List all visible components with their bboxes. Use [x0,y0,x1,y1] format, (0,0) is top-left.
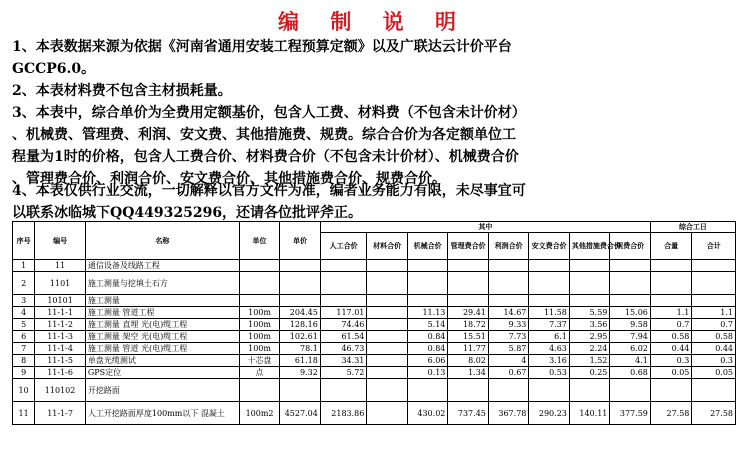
cell-profit [488,379,529,402]
cell-other: 1.52 [569,355,610,367]
cell-machine: 11.13 [407,307,448,319]
cell-safety: 4.63 [529,343,570,355]
cell-safety: 7.37 [529,319,570,331]
cell-mgmt: 1.34 [448,367,489,379]
cell-mgmt: 11.77 [448,343,489,355]
cell-safety [529,272,570,295]
cell-qty: 0.7 [650,319,692,331]
cell-profit: 5.87 [488,343,529,355]
cell-seq: 9 [13,367,35,379]
cell-unit [239,260,280,272]
cell-profit: 14.67 [488,307,529,319]
cell-total: 0.05 [692,367,736,379]
cell-labor: 74.46 [320,319,367,331]
cell-qty: 0.58 [650,331,692,343]
cell-total [692,272,736,295]
cell-labor: 5.72 [320,367,367,379]
cell-labor [320,379,367,402]
cell-qty [650,295,692,307]
cell-seq: 4 [13,307,35,319]
cell-total: 0.3 [692,355,736,367]
cell-unit: 点 [239,367,280,379]
cell-fee: 377.59 [610,402,651,425]
cell-fee [610,260,651,272]
cell-name: 施工测量与挖填土石方 [85,272,239,295]
document-title: 编 制 说 明 [278,9,468,34]
header-fee: 规费合价 [610,233,651,260]
cell-labor: 2183.86 [320,402,367,425]
cell-code: 11-1-3 [35,331,86,343]
quota-table [12,221,736,425]
cell-fee [610,295,651,307]
cell-unit: 100m2 [239,402,280,425]
cell-mgmt [448,295,489,307]
cell-safety [529,379,570,402]
cell-unit: 100m [239,319,280,331]
cell-machine [407,272,448,295]
cell-code: 11-1-2 [35,319,86,331]
table-header-row-1 [13,222,736,233]
cell-mgmt [448,379,489,402]
cell-total: 0.44 [692,343,736,355]
cell-safety: 6.1 [529,331,570,343]
cell-name: 人工开挖路面厚度100mm以下 混凝土 [85,402,239,425]
cell-material [367,331,408,343]
cell-code: 11 [35,260,86,272]
note-4 [12,180,740,224]
cell-price: 9.32 [280,367,321,379]
cell-qty [650,379,692,402]
cell-qty: 0.44 [650,343,692,355]
cell-machine: 6.06 [407,355,448,367]
cell-fee: 7.94 [610,331,651,343]
cell-qty: 1.1 [650,307,692,319]
cell-total: 0.58 [692,331,736,343]
cell-mgmt [448,272,489,295]
cell-mgmt: 737.45 [448,402,489,425]
cell-profit: 9.33 [488,319,529,331]
cell-labor: 34.31 [320,355,367,367]
cell-other: 2.95 [569,331,610,343]
cell-material [367,343,408,355]
cell-fee: 15.06 [610,307,651,319]
cell-seq: 2 [13,272,35,295]
cell-price: 128.16 [280,319,321,331]
cell-mgmt: 15.51 [448,331,489,343]
cell-mgmt [448,260,489,272]
table-row [13,272,736,295]
header-machine: 机械合价 [407,233,448,260]
cell-unit: 100m [239,343,280,355]
cell-profit [488,272,529,295]
table-row [13,260,736,272]
cell-material [367,402,408,425]
cell-material [367,319,408,331]
cell-fee: 0.68 [610,367,651,379]
cell-code: 11-1-7 [35,402,86,425]
cell-machine: 430.02 [407,402,448,425]
cell-fee: 9.58 [610,319,651,331]
cell-price: 204.45 [280,307,321,319]
note-3-line-2: 、机械费、管理费、利润、安文费、其他措施费、规费。综合合价为各定额单位工 [12,127,516,143]
cell-safety: 11.58 [529,307,570,319]
cell-material [367,272,408,295]
table-row [13,319,736,331]
note-3-line-3: 程量为1时的价格，包含人工费合价、材料费合价（不包含未计价材）、机械费合价 [12,149,519,165]
cell-total [692,379,736,402]
note-4-line-2: 以联系冰临城下QQ449325296，还请各位批评斧正。 [12,205,363,221]
cell-profit [488,260,529,272]
cell-seq: 6 [13,331,35,343]
table-row [13,402,736,425]
header-seq: 序号 [13,222,35,260]
cell-total [692,295,736,307]
table-row [13,307,736,319]
header-group-main: 其中 [320,222,650,233]
cell-qty: 0.3 [650,355,692,367]
cell-name: 开挖路面 [85,379,239,402]
cell-material [367,260,408,272]
cell-price: 61.18 [280,355,321,367]
header-price: 单价 [280,222,321,260]
cell-other: 3.56 [569,319,610,331]
cell-total: 0.7 [692,319,736,331]
header-labor: 人工合价 [320,233,367,260]
table-row [13,379,736,402]
header-mgmt: 管理费合价 [448,233,489,260]
cell-seq: 11 [13,402,35,425]
cell-mgmt: 18.72 [448,319,489,331]
header-profit: 利润合价 [488,233,529,260]
cell-fee [610,379,651,402]
cell-name: 施工测量 直埋 光(电)缆工程 [85,319,239,331]
cell-price [280,295,321,307]
cell-other: 0.25 [569,367,610,379]
cell-seq: 10 [13,379,35,402]
cell-total [692,260,736,272]
cell-labor: 117.01 [320,307,367,319]
cell-mgmt: 8.02 [448,355,489,367]
note-2: 2、本表材料费不包含主材损耗量。 [12,83,232,99]
cell-seq: 1 [13,260,35,272]
cell-mgmt: 29.41 [448,307,489,319]
cell-labor: 61.54 [320,331,367,343]
cell-fee: 4.1 [610,355,651,367]
note-3 [12,102,740,190]
table-row [13,355,736,367]
cell-other [569,260,610,272]
cell-profit: 0.67 [488,367,529,379]
cell-profit [488,295,529,307]
cell-name: 施工测量 [85,295,239,307]
cell-code: 11-1-1 [35,307,86,319]
cell-other: 5.59 [569,307,610,319]
cell-other: 140.11 [569,402,610,425]
cell-unit [239,295,280,307]
cell-seq: 8 [13,355,35,367]
cell-price: 102.61 [280,331,321,343]
cell-machine [407,260,448,272]
cell-fee [610,272,651,295]
cell-profit: 367.78 [488,402,529,425]
cell-material [367,367,408,379]
cell-unit: 十芯盘 [239,355,280,367]
cell-name: 单盘光缆测试 [85,355,239,367]
cell-name: 施工测量 管道工程 [85,307,239,319]
cell-code: 11-1-5 [35,355,86,367]
cell-seq: 5 [13,319,35,331]
cell-fee: 6.02 [610,343,651,355]
cell-price: 4527.04 [280,402,321,425]
cell-name: 通信设备及线路工程 [85,260,239,272]
cell-price [280,272,321,295]
cell-profit: 7.73 [488,331,529,343]
cell-safety [529,260,570,272]
cell-labor [320,260,367,272]
cell-price [280,379,321,402]
header-group-labor: 综合工日 [650,222,735,233]
header-code: 编号 [35,222,86,260]
note-3-line-4: 、管理费合价、利润合价、安文费合价、其他措施费合价、规费合价。 [12,171,446,187]
cell-machine [407,379,448,402]
table-row [13,367,736,379]
header-qty: 合量 [650,233,692,260]
cell-unit: 100m [239,331,280,343]
note-3-line-1: 3、本表中，综合单价为全费用定额基价，包含人工费、材料费（不包含未计价材） [12,105,526,121]
cell-safety: 3.16 [529,355,570,367]
cell-machine [407,295,448,307]
note-1 [12,36,740,80]
header-safety: 安文费合价 [529,233,570,260]
note-4-line-1: 4、本表仅供行业交流，一切解释以官方文件为准，编者业务能力有限，未尽事宜可 [12,183,526,199]
note-1-line-1: 1、本表数据来源为依据《河南省通用安装工程预算定额》以及广联达云计价平台 [12,39,512,55]
cell-labor [320,272,367,295]
table-row [13,295,736,307]
header-other: 其他措施费合价 [569,233,610,260]
cell-profit: 4 [488,355,529,367]
table-row [13,331,736,343]
cell-unit [239,272,280,295]
cell-material [367,355,408,367]
cell-qty: 0.05 [650,367,692,379]
cell-machine: 5.14 [407,319,448,331]
header-material: 材料合价 [367,233,408,260]
cell-seq: 3 [13,295,35,307]
cell-machine: 0.84 [407,343,448,355]
cell-name: 施工测量 管道 光(电)缆工程 [85,343,239,355]
cell-other: 2.24 [569,343,610,355]
cell-safety [529,295,570,307]
cell-other [569,295,610,307]
cell-code: 11-1-6 [35,367,86,379]
cell-qty [650,272,692,295]
cell-name: 施工测量 架空 光(电)缆工程 [85,331,239,343]
cell-material [367,295,408,307]
cell-qty: 27.58 [650,402,692,425]
cell-seq: 7 [13,343,35,355]
cell-material [367,307,408,319]
cell-code: 11-1-4 [35,343,86,355]
cell-labor: 46.73 [320,343,367,355]
cell-code: 10101 [35,295,86,307]
cell-price: 78.1 [280,343,321,355]
header-total: 合计 [692,233,736,260]
cell-safety: 290.23 [529,402,570,425]
cell-qty [650,260,692,272]
cell-safety: 0.53 [529,367,570,379]
cell-total: 27.58 [692,402,736,425]
cell-price [280,260,321,272]
header-name: 名称 [85,222,239,260]
cell-other [569,272,610,295]
cell-unit: 100m [239,307,280,319]
header-unit: 单位 [239,222,280,260]
cell-machine: 0.84 [407,331,448,343]
cell-labor [320,295,367,307]
cell-code: 110102 [35,379,86,402]
cell-material [367,379,408,402]
cell-total: 1.1 [692,307,736,319]
table-row [13,343,736,355]
cell-name: GPS定位 [85,367,239,379]
cell-machine: 0.13 [407,367,448,379]
note-1-line-2: GCCP6.0。 [12,61,96,77]
cell-other [569,379,610,402]
cell-code: 1101 [35,272,86,295]
cell-unit [239,379,280,402]
